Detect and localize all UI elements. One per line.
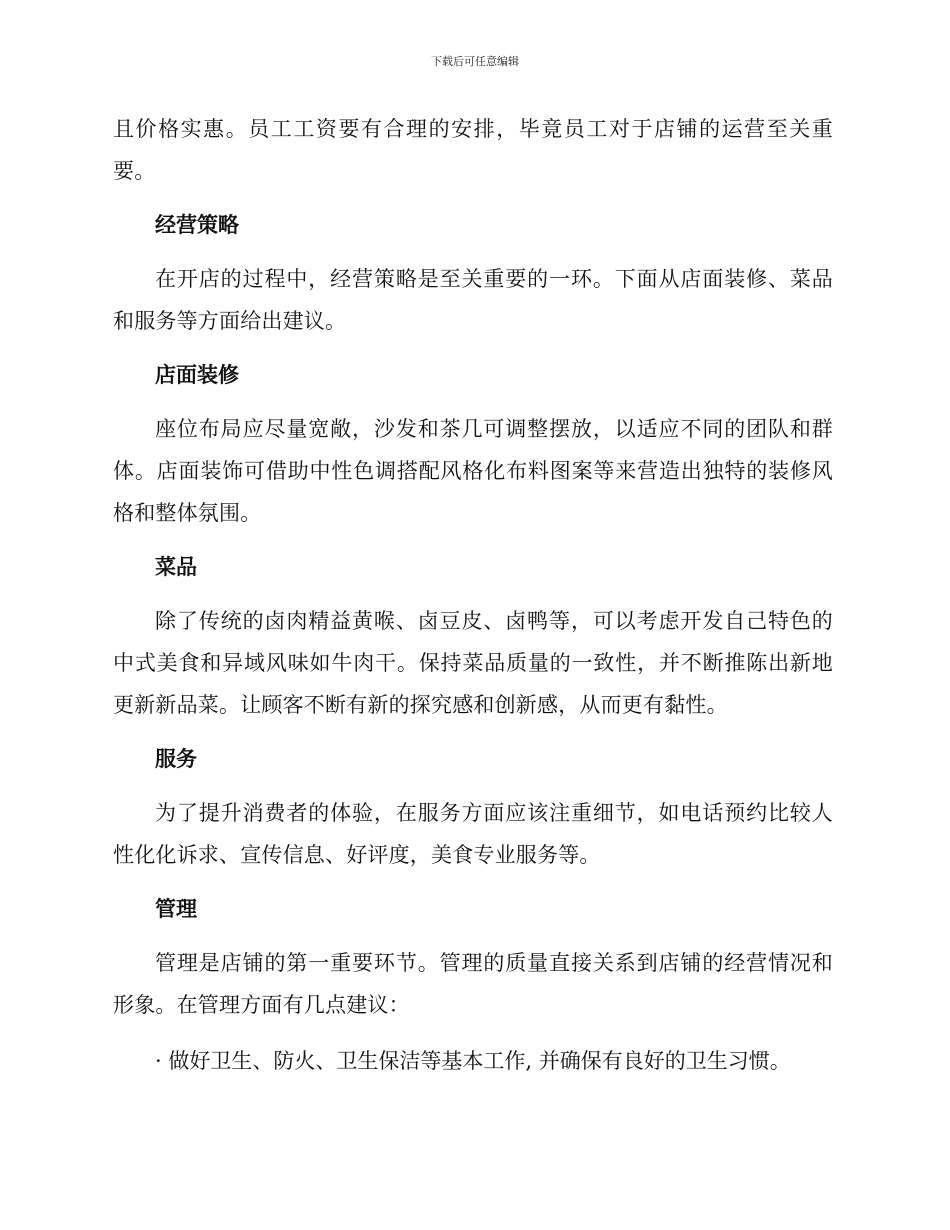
heading-dishes: 菜品 — [155, 555, 197, 579]
heading-business-strategy: 经营策略 — [155, 213, 239, 237]
heading-management: 管理 — [155, 897, 197, 921]
paragraph-continuation: 且价格实惠。员工工资要有合理的安排，毕竟员工对于店铺的运营至关重要。 — [113, 117, 833, 183]
heading-service: 服务 — [155, 747, 197, 771]
paragraph-business-strategy: 在开店的过程中，经营策略是至关重要的一环。下面从店面装修、菜品和服务等方面给出建议。 — [113, 267, 833, 333]
heading-store-decoration: 店面装修 — [155, 363, 239, 387]
bullet-hygiene: · 做好卫生、防火、卫生保洁等基本工作, 并确保有良好的卫生习惯。 — [155, 1049, 791, 1073]
paragraph-management: 管理是店铺的第一重要环节。管理的质量直接关系到店铺的经营情况和形象。在管理方面有几点建议： — [113, 951, 833, 1017]
paragraph-service: 为了提升消费者的体验，在服务方面应该注重细节，如电话预约比较人性化化诉求、宣传信息、好评度，美食专业服务等。 — [113, 801, 833, 867]
paragraph-store-decoration: 座位布局应尽量宽敞，沙发和茶几可调整摆放，以适应不同的团队和群体。店面装饰可借助中性色调搭配风格化布料图案等来营造出独特的装修风格和整体氛围。 — [113, 417, 833, 525]
paragraph-dishes: 除了传统的卤肉精益黄喉、卤豆皮、卤鸭等，可以考虑开发自己特色的中式美食和异域风味如牛肉干。保持菜品质量的一致性，并不断推陈出新地更新新品菜。让顾客不断有新的探究感和创新感，从而更有黏性。 — [113, 609, 833, 717]
document-body — [113, 108, 833, 1082]
page-header: 下载后可任意编辑 — [431, 55, 519, 68]
